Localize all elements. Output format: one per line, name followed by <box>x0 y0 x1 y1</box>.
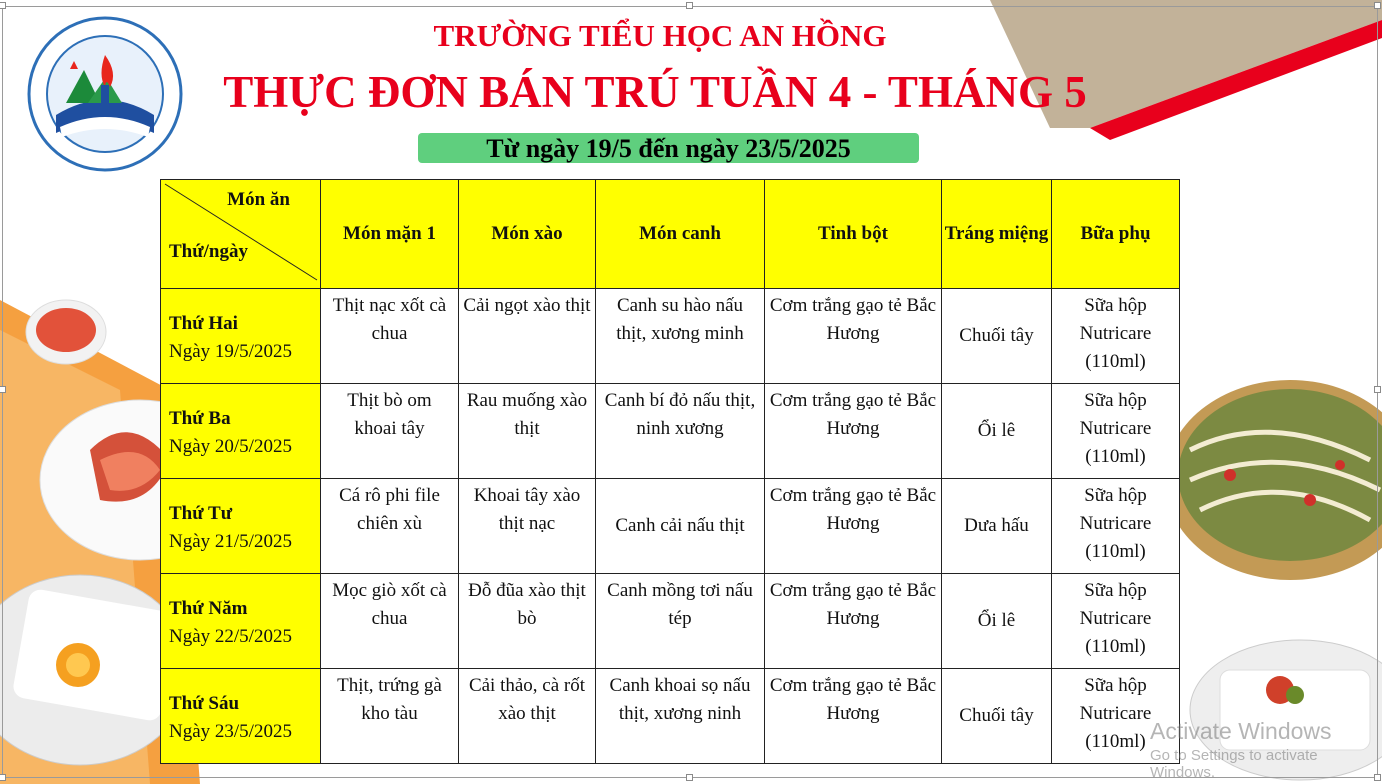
watermark-title: Activate Windows <box>1150 718 1332 744</box>
column-header: Tinh bột <box>765 180 942 289</box>
school-name: TRƯỜNG TIỂU HỌC AN HỒNG <box>433 18 887 53</box>
snack-cell: Sữa hộp Nutricare (110ml) <box>1052 289 1180 384</box>
starch-cell: Cơm trắng gạo tẻ Bắc Hương <box>765 669 942 764</box>
resize-handle[interactable] <box>686 774 693 781</box>
watermark-subtitle: Go to Settings to activate Windows. <box>1150 747 1318 781</box>
dessert-cell: Dưa hấu <box>942 479 1052 574</box>
stir-fry-cell: Cải thảo, cà rốt xào thịt <box>459 669 596 764</box>
resize-handle[interactable] <box>0 774 6 781</box>
dessert-cell: Ổi lê <box>942 574 1052 669</box>
day-date: Ngày 22/5/2025 <box>169 625 292 647</box>
soup-cell: Canh su hào nấu thịt, xương minh <box>596 289 765 384</box>
day-name: Thứ Tư <box>169 502 233 524</box>
main-dish-cell: Thịt nạc xốt cà chua <box>321 289 459 384</box>
stir-fry-cell: Khoai tây xào thịt nạc <box>459 479 596 574</box>
stir-fry-cell: Cải ngọt xào thịt <box>459 289 596 384</box>
soup-cell: Canh bí đỏ nấu thịt, ninh xương <box>596 384 765 479</box>
soup-cell: Canh khoai sọ nấu thịt, xương ninh <box>596 669 765 764</box>
dessert-cell: Chuối tây <box>942 669 1052 764</box>
activation-watermark <box>1150 718 1382 781</box>
column-header: Bữa phụ <box>1052 180 1180 289</box>
stir-fry-cell: Rau muống xào thịt <box>459 384 596 479</box>
resize-handle[interactable] <box>1374 2 1381 9</box>
day-date: Ngày 21/5/2025 <box>169 530 292 552</box>
corner-label-dish: Món ăn <box>227 189 290 210</box>
day-date: Ngày 19/5/2025 <box>169 340 292 362</box>
day-name: Thứ Ba <box>169 407 231 429</box>
starch-cell: Cơm trắng gạo tẻ Bắc Hương <box>765 574 942 669</box>
starch-cell: Cơm trắng gạo tẻ Bắc Hương <box>765 479 942 574</box>
snack-cell: Sữa hộp Nutricare (110ml) <box>1052 669 1180 764</box>
snack-cell: Sữa hộp Nutricare (110ml) <box>1052 574 1180 669</box>
soup-cell: Canh cải nấu thịt <box>596 479 765 574</box>
column-header: Món canh <box>596 180 765 289</box>
day-name: Thứ Năm <box>169 597 248 619</box>
day-name: Thứ Hai <box>169 312 238 334</box>
corner-label-day: Thứ/ngày <box>169 241 248 262</box>
column-header: Món xào <box>459 180 596 289</box>
main-dish-cell: Thịt, trứng gà kho tàu <box>321 669 459 764</box>
starch-cell: Cơm trắng gạo tẻ Bắc Hương <box>765 384 942 479</box>
main-dish-cell: Mọc giò xốt cà chua <box>321 574 459 669</box>
day-name: Thứ Sáu <box>169 692 240 714</box>
dessert-cell: Ổi lê <box>942 384 1052 479</box>
resize-handle[interactable] <box>1374 386 1381 393</box>
resize-handle[interactable] <box>0 386 6 393</box>
snack-cell: Sữa hộp Nutricare (110ml) <box>1052 479 1180 574</box>
day-date: Ngày 20/5/2025 <box>169 435 292 457</box>
soup-cell: Canh mồng tơi nấu tép <box>596 574 765 669</box>
column-header: Tráng miệng <box>942 180 1052 289</box>
main-dish-cell: Thịt bò om khoai tây <box>321 384 459 479</box>
dessert-cell: Chuối tây <box>942 289 1052 384</box>
resize-handle[interactable] <box>0 2 6 9</box>
starch-cell: Cơm trắng gạo tẻ Bắc Hương <box>765 289 942 384</box>
day-date: Ngày 23/5/2025 <box>169 720 292 742</box>
menu-title: THỰC ĐƠN BÁN TRÚ TUẦN 4 - THÁNG 5 <box>223 67 1087 117</box>
main-dish-cell: Cá rô phi file chiên xù <box>321 479 459 574</box>
column-header: Món mặn 1 <box>321 180 459 289</box>
resize-handle[interactable] <box>686 2 693 9</box>
stir-fry-cell: Đỗ đũa xào thịt bò <box>459 574 596 669</box>
snack-cell: Sữa hộp Nutricare (110ml) <box>1052 384 1180 479</box>
selection-frame[interactable] <box>2 6 1378 778</box>
date-range: Từ ngày 19/5 đến ngày 23/5/2025 <box>418 133 919 163</box>
